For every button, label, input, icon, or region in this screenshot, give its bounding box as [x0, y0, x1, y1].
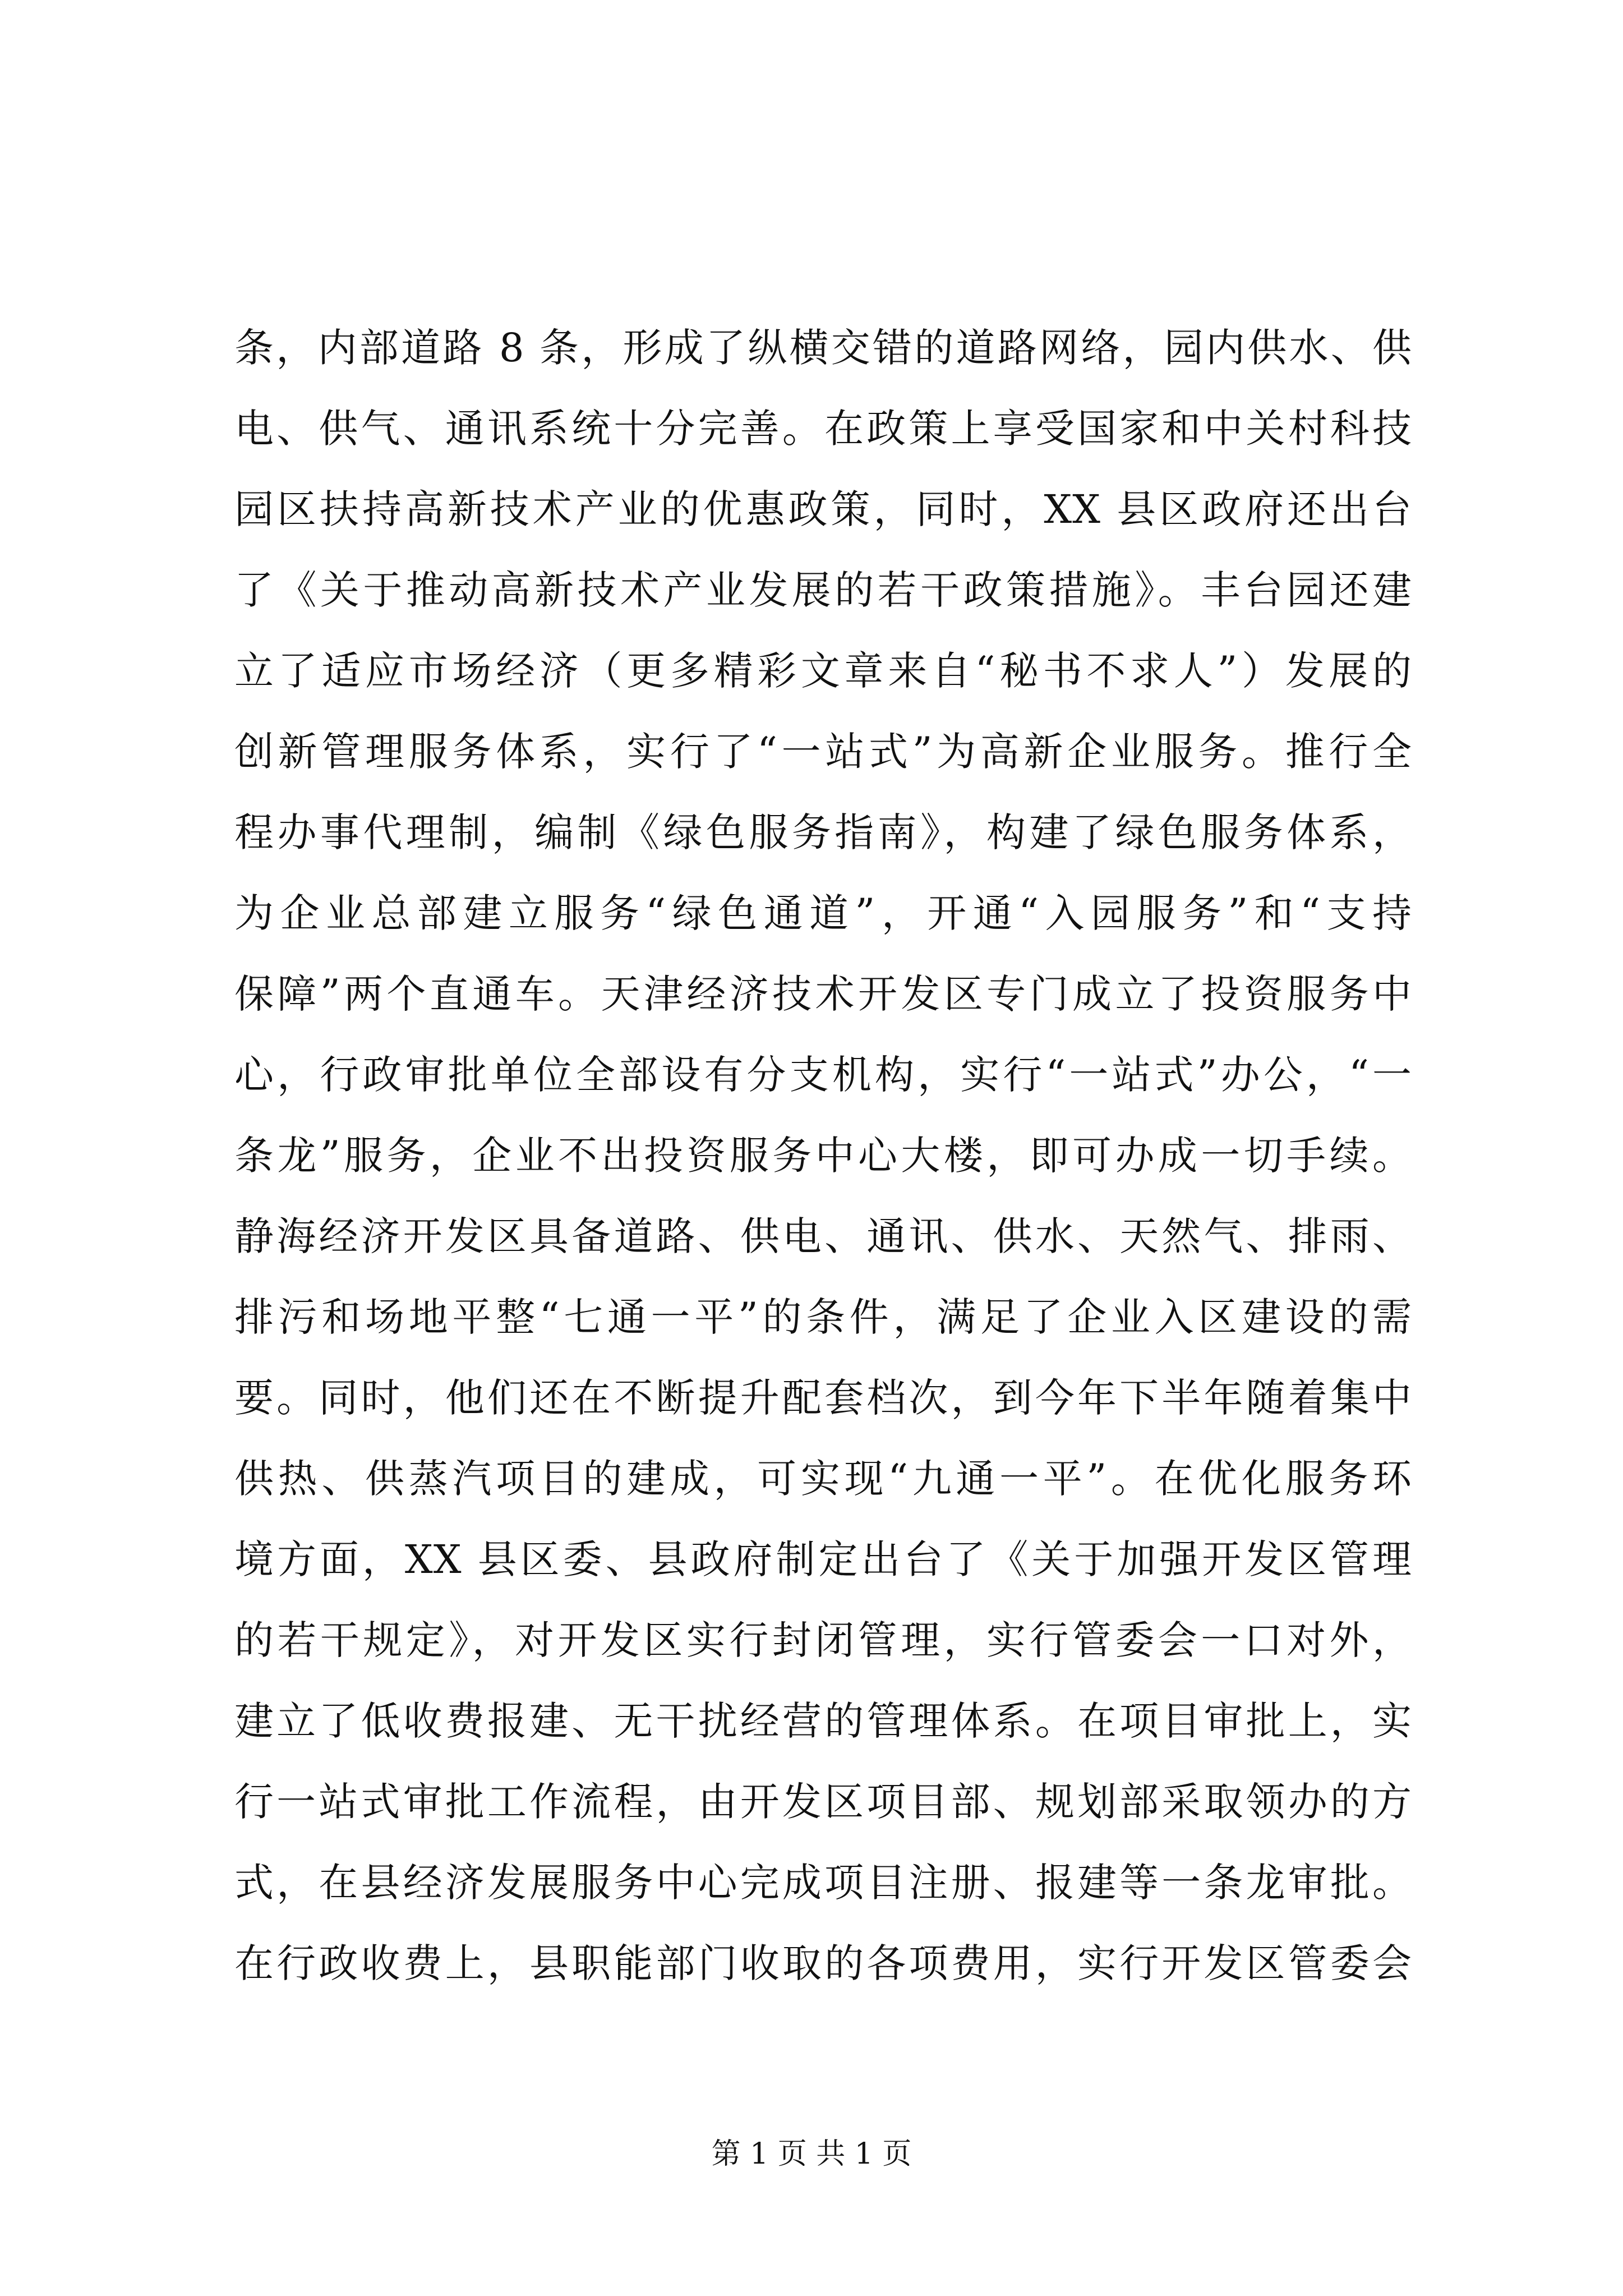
text-line: 园区扶持高新技术产业的优惠政策，同时，XX 县区政府还出台: [234, 486, 1412, 532]
page-footer: [0, 2134, 1623, 2174]
text-line: 了《关于推动高新技术产业发展的若干政策措施》。丰台园还建: [234, 567, 1412, 613]
text-line: 立了适应市场经济（更多精彩文章来自“秘书不求人”）发展的: [234, 648, 1412, 694]
text-line: 保障”两个直通车。天津经济技术开发区专门成立了投资服务中: [234, 971, 1412, 1017]
text-line: 境方面，XX 县区委、县政府制定出台了《关于加强开发区管理: [234, 1536, 1412, 1582]
text-line: 条龙”服务，企业不出投资服务中心大楼，即可办成一切手续。: [234, 1133, 1412, 1179]
page-number: 第 1 页 共 1 页: [711, 2137, 912, 2171]
text-line: 创新管理服务体系，实行了“一站式”为高新企业服务。推行全: [234, 729, 1412, 775]
text-line: 静海经济开发区具备道路、供电、通讯、供水、天然气、排雨、: [234, 1213, 1412, 1259]
text-line: 为企业总部建立服务“绿色通道”，开通“入园服务”和“支持: [234, 890, 1412, 936]
text-line: 式，在县经济发展服务中心完成项目注册、报建等一条龙审批。: [234, 1860, 1412, 1906]
body-text: [234, 307, 1412, 2004]
text-line: 电、供气、通讯系统十分完善。在政策上享受国家和中关村科技: [234, 406, 1412, 452]
text-line: 行一站式审批工作流程，由开发区项目部、规划部采取领办的方: [234, 1779, 1412, 1825]
text-line: 供热、供蒸汽项目的建成，可实现“九通一平”。在优化服务环: [234, 1456, 1412, 1502]
text-line: 的若干规定》，对开发区实行封闭管理，实行管委会一口对外，: [234, 1617, 1412, 1663]
text-line: 心，行政审批单位全部设有分支机构，实行“一站式”办公，“一: [234, 1052, 1412, 1098]
text-line: 要。同时，他们还在不断提升配套档次，到今年下半年随着集中: [234, 1375, 1412, 1421]
text-line: 在行政收费上，县职能部门收取的各项费用，实行开发区管委会: [234, 1940, 1412, 1986]
text-line: 条，内部道路 8 条，形成了纵横交错的道路网络，园内供水、供: [234, 325, 1412, 371]
text-line: 排污和场地平整“七通一平”的条件，满足了企业入区建设的需: [234, 1294, 1412, 1340]
text-line: 程办事代理制，编制《绿色服务指南》，构建了绿色服务体系，: [234, 809, 1412, 855]
text-line: 建立了低收费报建、无干扰经营的管理体系。在项目审批上，实: [234, 1698, 1412, 1744]
